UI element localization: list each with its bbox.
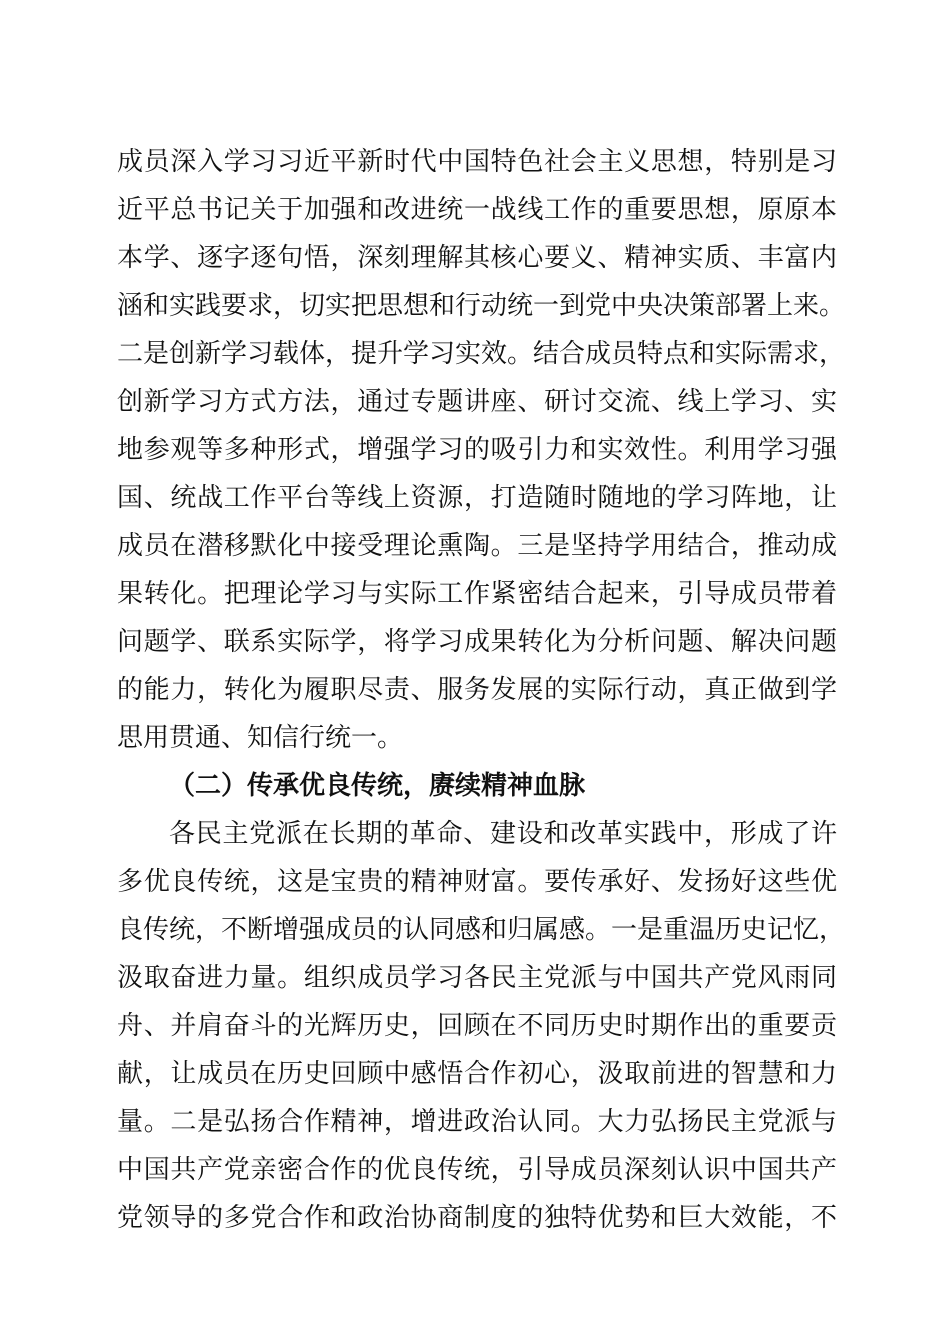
text-line: 汲取奋进力量。组织成员学习各民主党派与中国共产党风雨同 (117, 963, 837, 993)
text-line: 地参观等多种形式，增强学习的吸引力和实效性。利用学习强 (117, 435, 837, 465)
paragraph-1 (117, 138, 846, 762)
text-line: 本学、逐字逐句悟，深刻理解其核心要义、精神实质、丰富内 (117, 243, 837, 273)
text-line: 献，让成员在历史回顾中感悟合作初心，汲取前进的智慧和力 (117, 1059, 837, 1089)
text-line: 近平总书记关于加强和改进统一战线工作的重要思想，原原本 (117, 195, 837, 225)
text-line: 二是创新学习载体，提升学习实效。结合成员特点和实际需求， (117, 339, 846, 369)
paragraph-2 (117, 810, 846, 1242)
text-line: 涵和实践要求，切实把思想和行动统一到党中央决策部署上来。 (117, 291, 846, 321)
text-line: 国、统战工作平台等线上资源，打造随时随地的学习阵地，让 (117, 483, 837, 513)
text-line: 思用贯通、知信行统一。 (117, 723, 404, 753)
text-line: 的能力，转化为履职尽责、服务发展的实际行动，真正做到学 (117, 675, 837, 705)
text-line: 各民主党派在长期的革命、建设和改革实践中，形成了许 (169, 819, 837, 849)
text-line: 量。二是弘扬合作精神，增进政治认同。大力弘扬民主党派与 (117, 1107, 837, 1137)
text-line: 成员深入学习习近平新时代中国特色社会主义思想，特别是习 (117, 147, 837, 177)
text-line: 良传统，不断增强成员的认同感和归属感。一是重温历史记忆， (117, 915, 846, 945)
text-line: 多优良传统，这是宝贵的精神财富。要传承好、发扬好这些优 (117, 867, 837, 897)
text-line: 问题学、联系实际学，将学习成果转化为分析问题、解决问题 (117, 627, 837, 657)
text-line: 成员在潜移默化中接受理论熏陶。三是坚持学用结合，推动成 (117, 531, 837, 561)
text-line: 舟、并肩奋斗的光辉历史，回顾在不同历史时期作出的重要贡 (117, 1011, 837, 1041)
text-line: 中国共产党亲密合作的优良传统，引导成员深刻认识中国共产 (117, 1155, 837, 1185)
text-line: 果转化。把理论学习与实际工作紧密结合起来，引导成员带着 (117, 579, 837, 609)
text-line: 创新学习方式方法，通过专题讲座、研讨交流、线上学习、实 (117, 387, 837, 417)
document-body (117, 138, 846, 1242)
text-line: 党领导的多党合作和政治协商制度的独特优势和巨大效能，不 (117, 1203, 837, 1233)
section-heading: （二）传承优良传统，赓续精神血脉 (169, 771, 586, 801)
